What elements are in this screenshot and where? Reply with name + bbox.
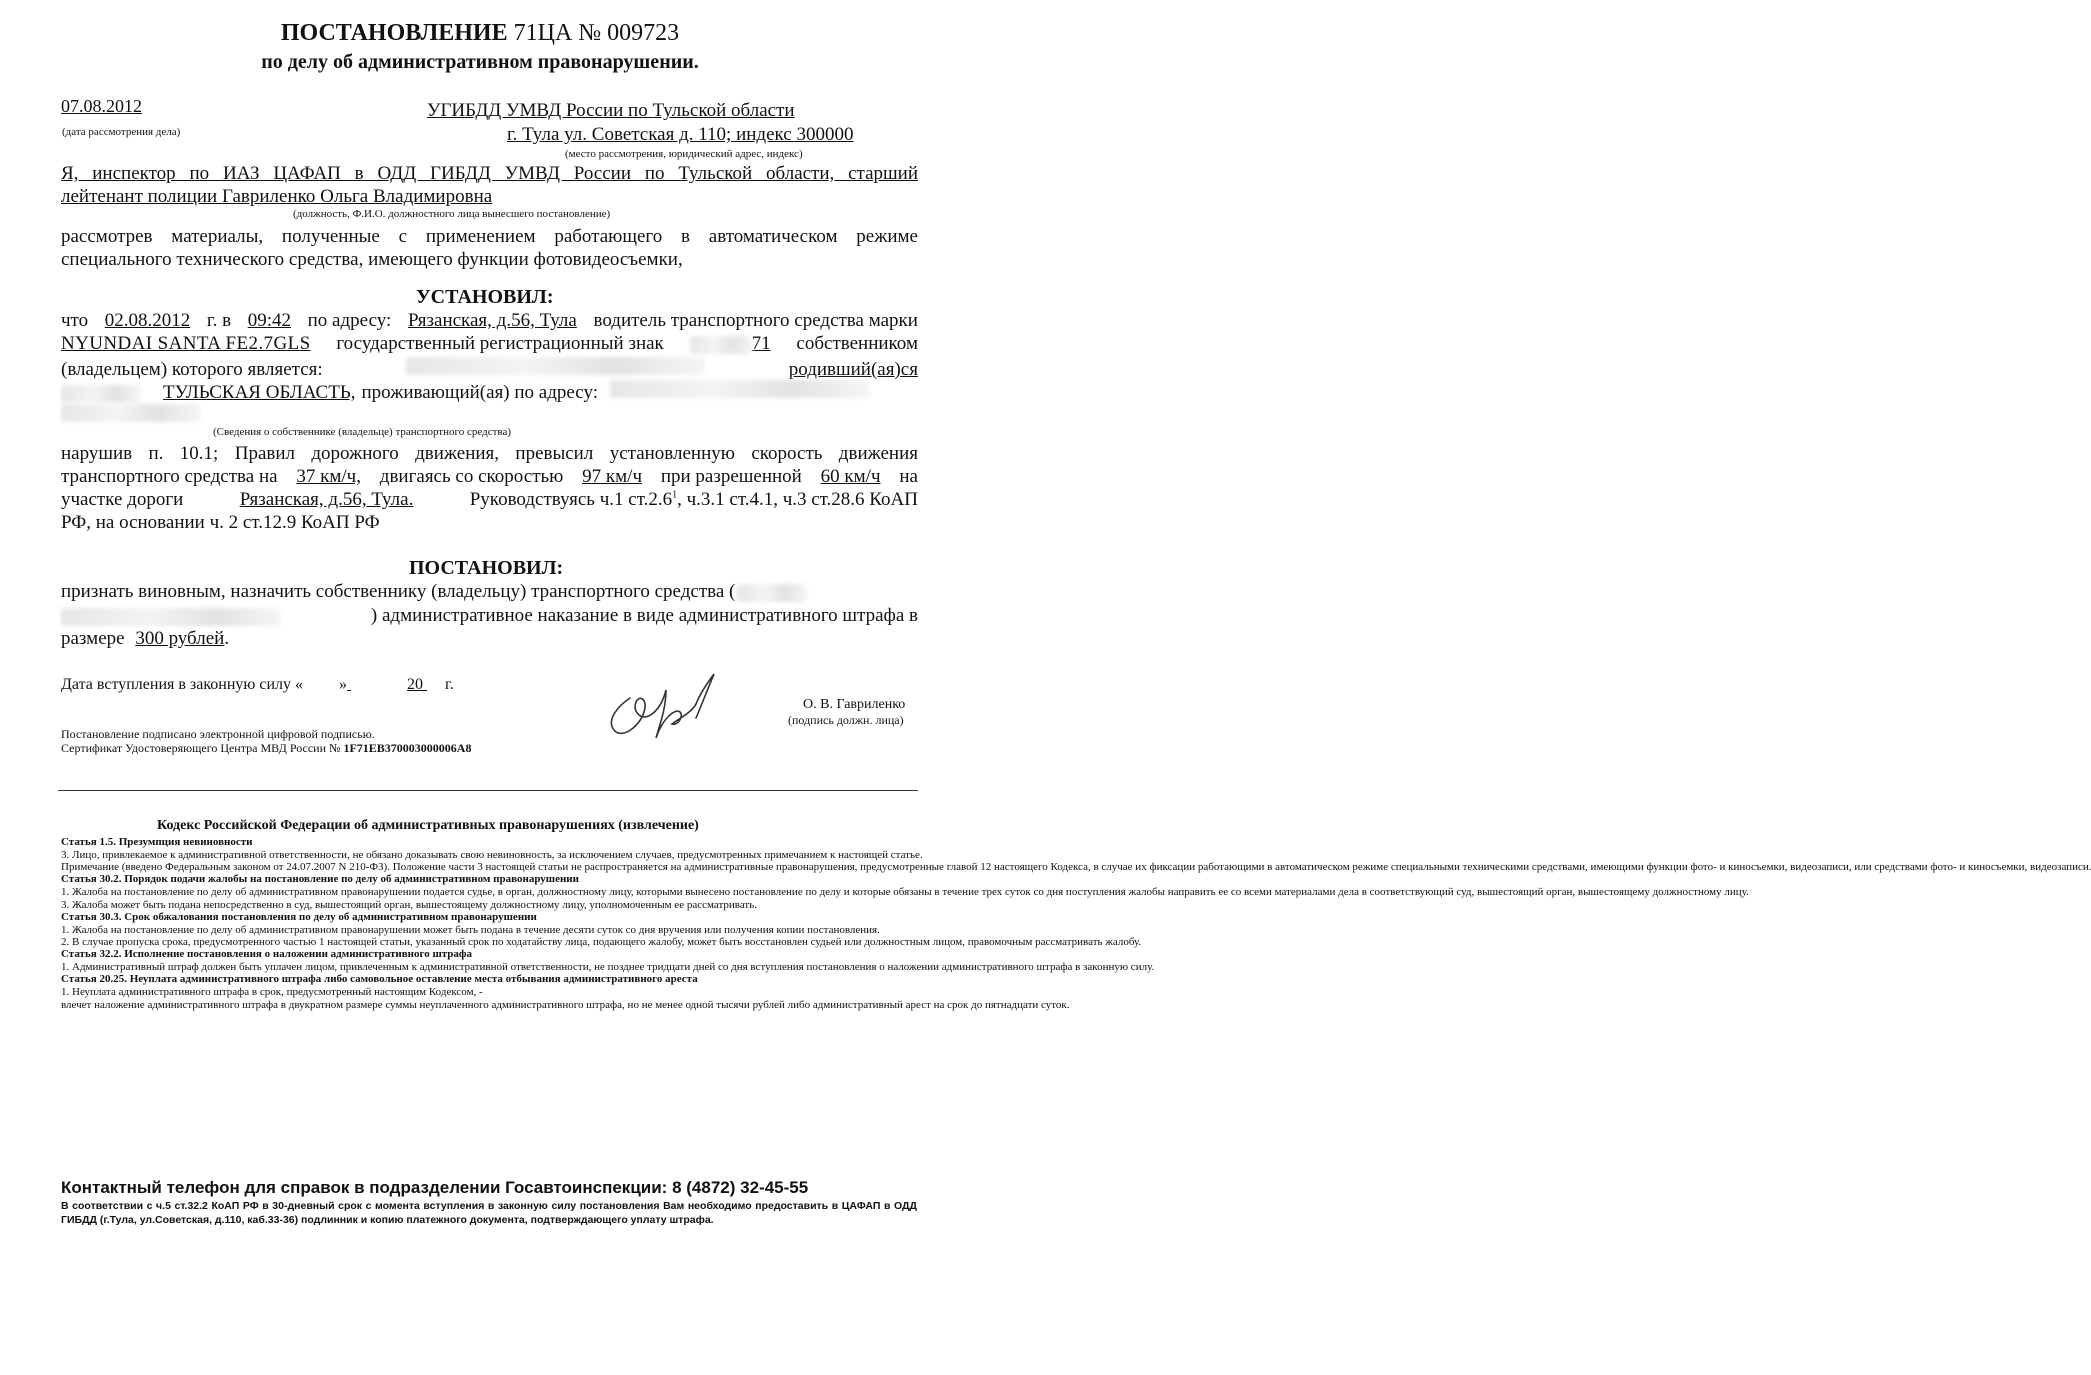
- owner-caption: (Сведения о собственнике (владельце) транспортного средства): [213, 426, 511, 438]
- e-signature-note: Постановление подписано электронной цифровой подписью.: [61, 727, 375, 741]
- speed-excess: 37 км/ч,: [296, 466, 361, 487]
- article-30-2-title: Статья 30.2. Порядок подачи жалобы на постановление по делу об административном правонарушении: [61, 873, 579, 886]
- violation-time: 09:42: [247, 310, 291, 331]
- resolved-heading: ПОСТАНОВИЛ:: [409, 557, 564, 579]
- article-32-2-part-1: 1. Административный штраф должен быть уплачен лицом, привлеченным к административной ответственности, не позднее тридцати дней со дня вступления постановления о наложении административного штрафа в законную силу.: [61, 961, 1155, 974]
- authority-name: УГИБДД УМВД России по Тульской области: [427, 100, 795, 121]
- established-line-3: [61, 357, 918, 381]
- resolved-line-3: размере 300 рублей.: [61, 628, 230, 649]
- article-20-25-title: Статья 20.25. Неуплата административного штрафа либо самовольное оставление места отбывания административного ареста: [61, 973, 698, 986]
- plate-region: 71: [751, 333, 771, 354]
- certificate-line: [61, 741, 471, 756]
- text-residing: проживающий(ая) по адресу:: [361, 382, 599, 403]
- title-number: 71ЦА № 009723: [513, 20, 680, 46]
- redacted-plate: [690, 336, 752, 354]
- text-driver-vehicle: водитель транспортного средства марки: [593, 310, 918, 331]
- established-line-2: [61, 333, 918, 355]
- certificate-label: Сертификат Удостоверяющего Центра МВД России №: [61, 741, 341, 755]
- text-penalty: ) административное наказание в виде административного штрафа в: [370, 605, 918, 626]
- superscript-1: 1: [672, 489, 678, 501]
- article-20-25-penalty: влечет наложение административного штрафа в двукратном размере суммы неуплаченного административного штрафа, но не менее одной тысячи рублей либо административный арест на срок до пятнадцати суток.: [61, 998, 1070, 1011]
- road-section: Рязанская, д.56, Тула.: [239, 489, 414, 510]
- violation-line-2: [61, 466, 918, 488]
- effective-date-label: Дата вступления в законную силу «: [61, 676, 304, 693]
- document-title: [0, 20, 960, 47]
- text-at-address: по адресу:: [307, 310, 392, 331]
- handwritten-signature: [600, 668, 730, 750]
- text-that: что: [61, 310, 89, 331]
- effective-year-prefix: 20: [407, 676, 424, 693]
- redacted-owner-2: [61, 608, 281, 626]
- code-heading: Кодекс Российской Федерации об административных правонарушениях (извлечение): [157, 818, 699, 833]
- article-32-2-title: Статья 32.2. Исполнение постановления о наложении административного штрафа: [61, 948, 473, 961]
- divider-line: [58, 790, 918, 791]
- resolved-line-1: [61, 581, 918, 603]
- text-guided-by: Руководствуясь ч.1 ст.2.6$^1$, ч.3.1 ст.4.1, ч.3 ст.28.6 КоАП: [469, 489, 918, 510]
- article-1-5-title: Статья 1.5. Презумпция невиновности: [61, 836, 253, 848]
- established-line-1: [61, 310, 918, 332]
- violation-place: Рязанская, д.56, Тула: [407, 310, 577, 331]
- text-plate: государственный регистрационный знак: [336, 333, 664, 354]
- footer-instructions: В соответствии с ч.5 ст.32.2 КоАП РФ в 30-дневный срок с момента вступления в законную силу постановления Вам необходимо предоставить в ЦАФАП в ОДД ГИБДД (г.Тула, ул.Советская, д.110, каб.33-36) подлинник и копию платежного документа, подтверждающего уплату штрафа.: [61, 1200, 917, 1226]
- article-30-2-part-1: 1. Жалоба на постановление по делу об административном правонарушении подается судье, в орган, должностному лицу, которыми вынесено постановление по делу и которые обязаны в течение трех суток со дня поступления жалобы направить ее со всеми материалами дела в соответствующий суд, вышестоящий орган, вышестоящему должностному лицу.: [61, 886, 1749, 899]
- inspector-line-2: лейтенант полиции Гавриленко Ольга Владимировна: [61, 186, 493, 207]
- considered-line-2: специального технического средства, имеющего функции фотовидеосъемки,: [61, 249, 683, 270]
- title-prefix: ПОСТАНОВЛЕНИЕ: [280, 20, 508, 46]
- text-amount: размере: [61, 628, 125, 649]
- fine-amount: 300 рублей: [135, 628, 225, 649]
- violation-date: 02.08.2012: [104, 310, 191, 331]
- inspector-caption: (должность, Ф.И.О. должностного лица вынесшего постановление): [293, 208, 611, 220]
- text-owned-by: (владельцем) которого является:: [61, 359, 323, 380]
- signature-caption: (подпись должн. лица): [788, 713, 904, 727]
- actual-speed: 97 км/ч: [582, 466, 643, 487]
- violation-line-1: нарушив п. 10.1; Правил дорожного движения, превысил установленную скорость движения: [61, 443, 918, 464]
- article-1-5-part-3: 3. Лицо, привлекаемое к административной ответственности, не обязано доказывать свою невиновность, за исключением случаев, предусмотренных примечанием к настоящей статье.: [61, 849, 923, 861]
- article-30-3-title: Статья 30.3. Срок обжалования постановления по делу об административном правонарушении: [61, 910, 537, 923]
- code-extract: [61, 836, 2091, 1011]
- contact-line: [61, 1178, 808, 1198]
- speed-limit: 60 км/ч: [820, 466, 881, 487]
- owner-region: ТУЛЬСКАЯ ОБЛАСТЬ,: [163, 382, 356, 403]
- review-date: 07.08.2012: [61, 96, 142, 116]
- plate-number: [690, 333, 771, 355]
- redacted-owner-address: [610, 380, 870, 398]
- text-moving-at: двигаясь со скоростью: [379, 466, 564, 487]
- vehicle-model: NYUNDAI SANTA FE2.7GLS: [61, 333, 311, 354]
- authority-address: г. Тула ул. Советская д. 110; индекс 300000: [507, 124, 854, 145]
- certificate-number: 1F71EB370003000006A8: [343, 741, 472, 755]
- redacted-birth-date: [61, 382, 151, 404]
- text-road-section: участке дороги: [61, 489, 184, 510]
- article-1-5-note: Примечание (введено Федеральным законом от 24.07.2007 N 210-ФЗ). Положение части 3 настоящей статьи не распространяется на административные правонарушения, предусмотренные главой 12 настоящего Кодекса, в случае их фиксации работающими в автоматическом режиме специальными техническими средствами, имеющими функции фото- и киносъемки, видеозаписи, или средствами фото- и киносъемки, видеозаписи.: [61, 861, 2091, 874]
- text-permitted: при разрешенной: [660, 466, 802, 487]
- document-subtitle: по делу об административном правонарушении.: [261, 51, 699, 73]
- text-vehicle-by: транспортного средства на: [61, 466, 278, 487]
- violation-line-3: [61, 489, 918, 511]
- violation-line-4: РФ, на основании ч. 2 ст.12.9 КоАП РФ: [61, 512, 380, 533]
- inspector-line-1: Я, инспектор по ИАЗ ЦАФАП в ОДД ГИБДД УМВД России по Тульской области, старший: [61, 163, 918, 184]
- contact-label: Контактный телефон для справок в подразделении Госавтоинспекции:: [61, 1178, 668, 1197]
- redacted-owner-1: [737, 584, 807, 602]
- redacted-owner-name: [406, 357, 706, 375]
- review-date-caption: (дата рассмотрения дела): [62, 126, 181, 138]
- resolved-line-2: [61, 605, 918, 627]
- text-year-at: г. в: [206, 310, 232, 331]
- article-20-25-part-1: 1. Неуплата административного штрафа в срок, предусмотренный настоящим Кодексом, -: [61, 986, 483, 999]
- considered-line-1: рассмотрев материалы, полученные с применением работающего в автоматическом режиме: [61, 226, 918, 247]
- text-found-guilty: признать виновным, назначить собственнику (владельцу) транспортного средства (: [61, 581, 736, 602]
- authority-address-caption: (место рассмотрения, юридический адрес, индекс): [565, 148, 803, 160]
- text-owner: собственником: [796, 333, 918, 354]
- article-30-3-part-2: 2. В случае пропуска срока, предусмотренного частью 1 настоящей статьи, указанный срок по ходатайству лица, подающего жалобу, может быть восстановлен судьей или должностным лицом, правомочным рассматривать жалобу.: [61, 936, 1142, 949]
- text-on: на: [899, 466, 918, 487]
- established-heading: УСТАНОВИЛ:: [416, 286, 554, 308]
- effective-date-line: Дата вступления в законную силу « » 20 г.: [61, 676, 454, 693]
- article-30-3-part-1: 1. Жалоба на постановление по делу об административном правонарушении может быть подана в течение десяти суток со дня вручения или получения копии постановления.: [61, 923, 880, 936]
- text-born: родивший(ая)ся: [788, 359, 918, 380]
- article-30-2-part-3: 3. Жалоба может быть подана непосредственно в суд, вышестоящий орган, вышестоящему должностному лицу, уполномоченным ее рассматривать.: [61, 898, 758, 911]
- signatory-name: О. В. Гавриленко: [803, 697, 906, 712]
- contact-phone: 8 (4872) 32-45-55: [672, 1178, 809, 1197]
- established-line-4: [61, 380, 918, 404]
- redacted-owner-address-2: [61, 404, 201, 422]
